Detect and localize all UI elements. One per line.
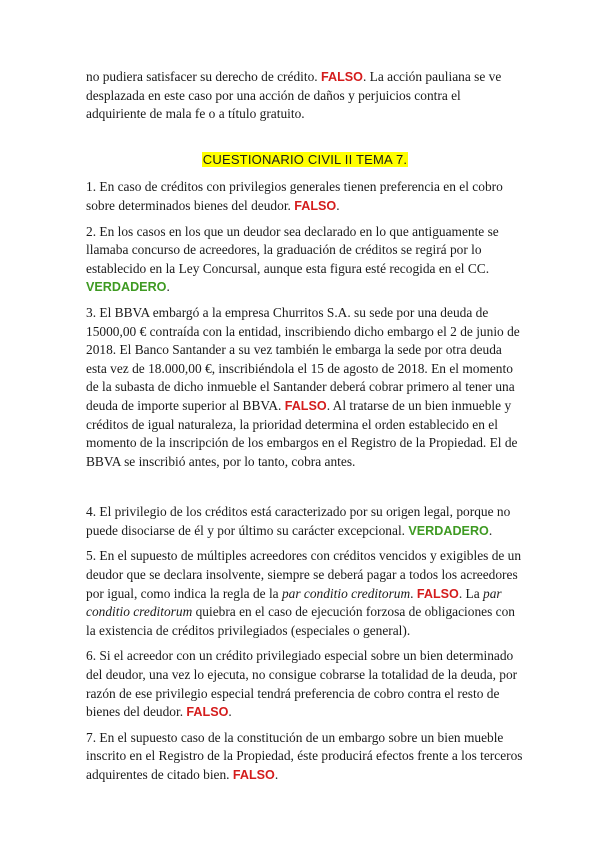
punctuation: . [410,585,417,601]
latin-term: par conditio creditorum [86,585,502,620]
answer-false: FALSO [416,586,459,601]
answer-false: FALSO [186,705,229,720]
punctuation: . [166,279,170,295]
question-text: 3. El BBVA embargó a la empresa Churritos S.A. su sede por una deuda de 15000,00 € contraída con la entidad, inscribiendo dicho embargo el 2 de junio de 2018. El Banco Santander a su vez también le embarga la sede por otra deuda esta vez de 18.000,00 €, inscribiéndola el 15 de agosto de 2018. En el momento de la subasta de dicho inmueble el Santander deberá cobrar primero al tener una deuda de importe superior al BBVA. [86,304,520,413]
question-5 [86,547,524,640]
question-1 [86,178,524,215]
answer-true: VERDADERO [408,523,489,538]
question-text: 4. El privilegio de los créditos está caracterizado por su origen legal, porque no puede disociarse de él y por último su carácter excepcional. [86,504,511,538]
title-row [86,151,524,170]
question-text: 2. En los casos en los que un deudor sea declarado en lo que antiguamente se llamaba concurso de acreedores, la graduación de créditos se regirá por lo establecido en la Ley Concursal, aunque esta figura esté recogida en el CC. [86,223,499,276]
question-7 [86,729,524,785]
question-6 [86,647,524,721]
question-3 [86,304,524,471]
intro-explanation: . La acción pauliana se ve desplazada en este caso por una acción de daños y perjuicios contra el adquiriente de mala fe o a título gratuito. [86,69,502,122]
answer-false: FALSO [320,70,363,84]
answer-false: FALSO [284,398,327,413]
question-text: 1. En caso de créditos con privilegios generales tienen preferencia en el cobro sobre determinados bienes del deudor. [86,179,503,213]
answer-explanation: . Al tratarse de un bien inmueble y créditos de igual naturaleza, la prioridad determina el orden establecido en el momento de la inscripción de los embargos en el Registro de la Propiedad. El de BBVA se inscribió antes, por lo tanto, cobra antes. [86,397,518,469]
answer-false: FALSO [294,198,337,213]
answer-false: FALSO [232,768,275,782]
page-title: CUESTIONARIO CIVIL II TEMA 7. [202,151,408,167]
punctuation: . [274,767,279,782]
question-2 [86,223,524,297]
document-page [86,68,524,792]
latin-term: par conditio creditorum [281,585,411,601]
question-4 [86,503,524,540]
punctuation: . [488,522,493,538]
answer-true: VERDADERO [86,280,167,295]
question-text: 5. En el supuesto de múltiples acreedores con créditos vencidos y exigibles de un deudor que se declara insolvente, siempre se deberá pagar a todos los acreedores por igual, como indica la regla de la [86,548,522,601]
punctuation: . [336,197,340,213]
intro-text: no pudiera satisfacer su derecho de crédito. [86,69,321,84]
answer-explanation: quiebra en el caso de ejecución forzosa de obligaciones con la existencia de créditos privilegiados (especiales o general). [86,604,515,638]
punctuation: . [228,704,232,720]
question-text: 7. En el supuesto caso de la constitución de un embargo sobre un bien mueble inscrito en el Registro de la Propiedad, éste producirá efectos frente a los terceros adquirentes de citado bien. [86,729,523,782]
intro-paragraph [86,68,524,124]
question-text: 6. Si el acreedor con un crédito privilegiado especial sobre un bien determinado del deudor, una vez lo ejecuta, no consigue cobrarse la totalidad de la deuda, por razón de ese privilegio especial tendrá preferencia de cobro contra el resto de bienes del deudor. [86,648,518,720]
answer-explanation: . La [458,585,484,601]
spacer [86,478,524,503]
